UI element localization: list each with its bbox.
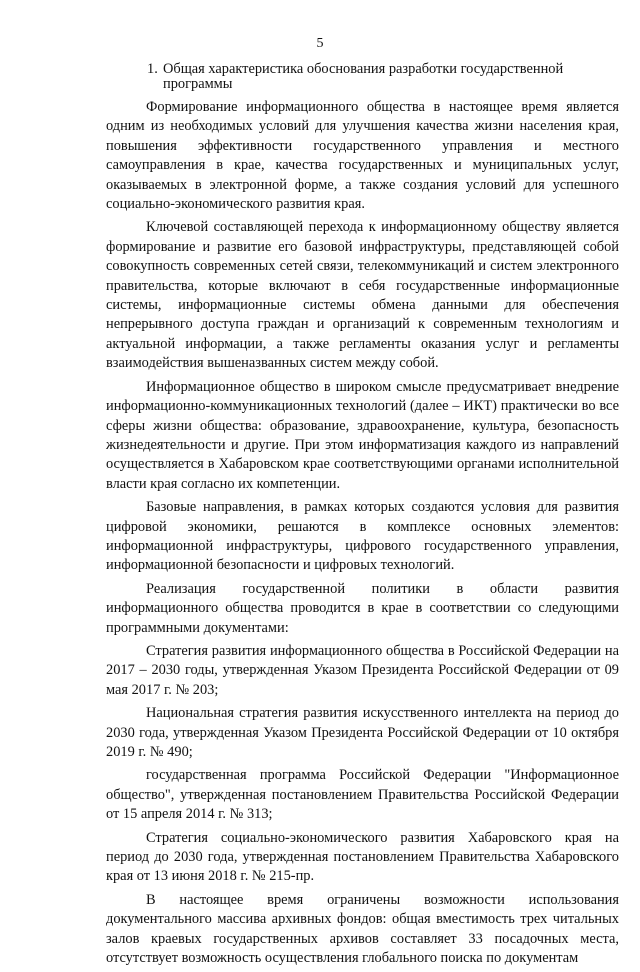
paragraph: Стратегия развития информационного общества в Российской Федерации на 2017 – 2030 годы, утвержденная Указом Президента Российской Федерации от 09 мая 2017 г. № 203; [106, 642, 619, 698]
paragraph: Стратегия социально-экономического развития Хабаровского края на период до 2030 года, утвержденная постановлением Правительства Хабаровского края от 13 июня 2018 г. № 215-пр. [106, 829, 619, 885]
section-number: 1. [147, 61, 158, 77]
paragraph: Ключевой составляющей перехода к информационному обществу является формирование и развитие его базовой инфраструктуры, представляющей собой совокупность современных сетей связи, телекоммуникаций и систем электронного правительства, которые включают в себя государственные информационные системы, информационные системы обмена данными для обеспечения непрерывного доступа граждан и организаций к современным технологиям и актуальной информации, а также регламенты оказания услуг и регламенты взаимодействия вышеназванных систем между собой. [106, 219, 619, 372]
section-heading [147, 62, 617, 92]
paragraph: Реализация государственной политики в области развития информационного общества проводится в крае в соответствии со следующими программными документами: [106, 580, 619, 636]
paragraph: государственная программа Российской Федерации "Информационное общество", утвержденная постановлением Правительства Российской Федерации от 15 апреля 2014 г. № 313; [106, 767, 619, 823]
paragraph: Информационное общество в широком смысле предусматривает внедрение информационно-коммуникационных технологий (далее – ИКТ) практически во все сферы жизни общества: образование, здравоохранение, культура, безопасность жизнедеятельности и другие. При этом информатизация каждого из направлений осуществляется в Хабаровском крае соответствующими органами исполнительной власти края согласно их компетенции. [106, 378, 619, 492]
paragraph: В настоящее время ограничены возможности использования документального массива архивных фондов: общая вместимость трех читальных залов краевых государственных архивов составляет 33 посадочных места, отсутствует возможность осуществления глобального поиска по документам [106, 891, 619, 967]
paragraph: Формирование информационного общества в настоящее время является одним из необходимых условий для улучшения качества жизни населения края, повышения эффективности государственного управления и местного самоуправления в крае, качества государственных и муниципальных услуг, оказываемых в электронной форме, а также создания условий для успешного социально-экономического развития края. [106, 99, 619, 213]
paragraph: Национальная стратегия развития искусственного интеллекта на период до 2030 года, утвержденная Указом Президента Российской Федерации от 10 октября 2019 г. № 490; [106, 705, 619, 760]
section-title: Общая характеристика обоснования разработки государственной программы [163, 61, 564, 92]
page-number: 5 [316, 36, 324, 51]
body-text [106, 98, 619, 972]
paragraph: Базовые направления, в рамках которых создаются условия для развития цифровой экономики, решаются в комплексе основных элементов: информационной инфраструктуры, цифрового государственного управления, информационной безопасности и цифровых технологий. [106, 499, 619, 574]
